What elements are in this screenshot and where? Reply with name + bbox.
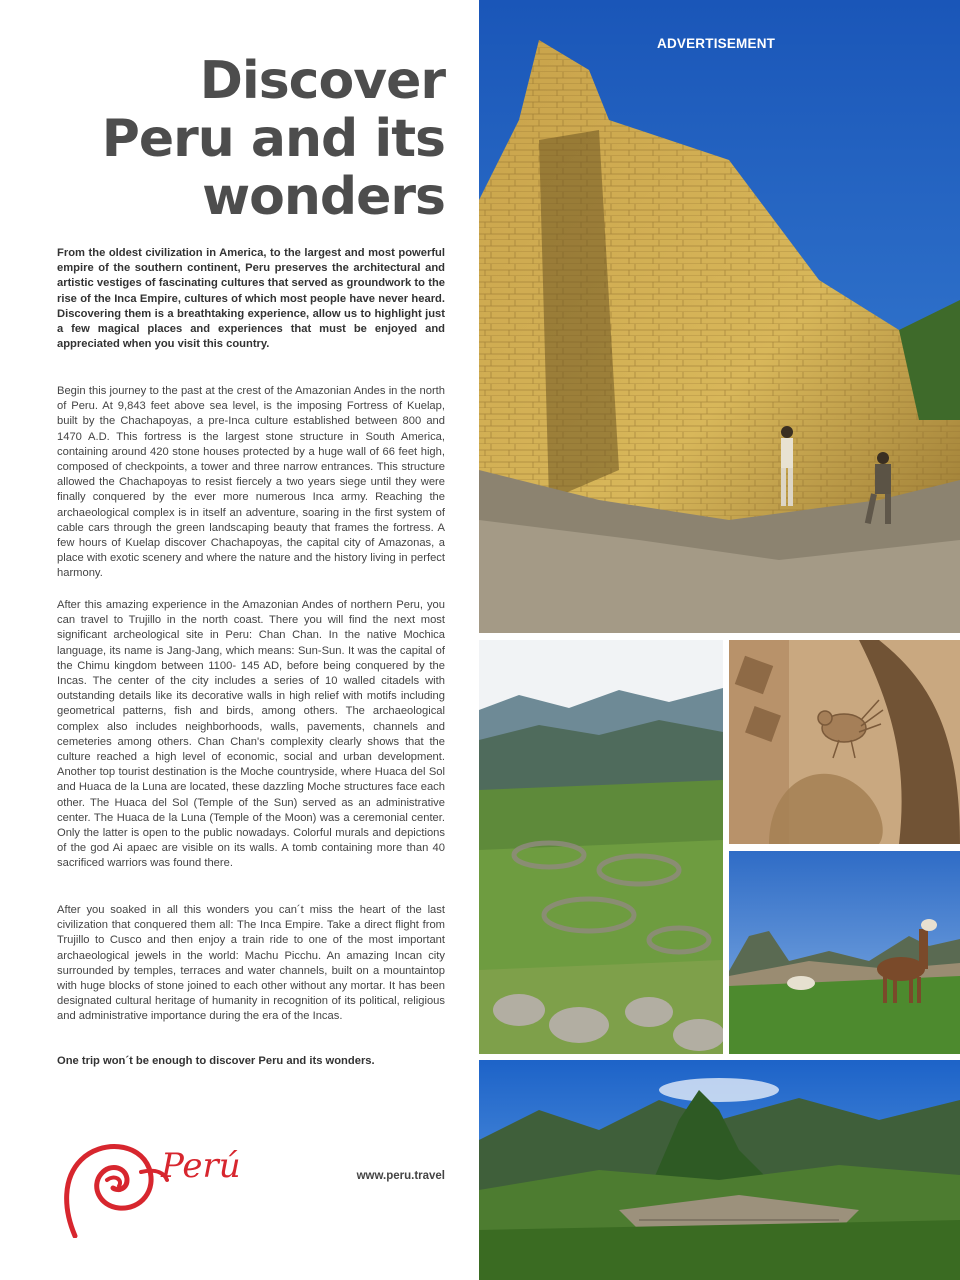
website-link[interactable]: www.peru.travel <box>356 1170 445 1182</box>
closing-line: One trip won´t be enough to discover Peru and its wonders. <box>57 1055 375 1067</box>
peru-logo[interactable] <box>61 1128 251 1238</box>
machu-picchu-panorama-photo <box>479 1060 960 1280</box>
headline-line-2: Peru and its <box>101 109 445 169</box>
body-paragraph-chan-chan: After this amazing experience in the Amazonian Andes of northern Peru, you can travel to Trujillo in the north coast. There you will find the next most significant archeological site in Peru: Chan Chan. In the native Mochica language, its name is Jang-Jang, which means: Sun-Sun. It was the capital of the Chimu kingdom between 1100- 145 AD, before being conquered by the Incas. The center of the city includes a series of 10 walled citadels with outstanding details like its decorative walls in high relief with motifs including geometrical patterns, fish and birds, among others. The archaeological complex also includes neighborhoods, walls, pavements, channels and cemeteries among others. Chan Chan's complexity clearly shows that the culture reached a high level of economic, social and urban development. Another top tourist destination is the Moche countryside, where Huaca del Sol and Huaca de la Luna are located, these dazzling Moche structures face each other. The Huaca del Sol (Temple of the Sun) served as an administrative center. The Huaca de la Luna (Temple of the Moon) was a ceremonial center. Only the latter is open to the public nowadays. Colorful murals and depictions of the god Ai apaec are visible on its walls. A tomb containing more than 40 sacrificed warriors was found there. <box>57 599 445 870</box>
headline-line-1: Discover <box>199 51 445 111</box>
headline-line-3: wonders <box>202 167 445 227</box>
headline <box>57 52 445 226</box>
body-paragraph-machu-picchu: After you soaked in all this wonders you can´t miss the heart of the last civilization that conquered them all: The Inca Empire. Take a direct flight from Trujillo to Cusco and then enjoy a train ride to one of the most important archaeological jewels in the world: Machu Picchu. An amazing Incan city surrounded by temples, terraces and water channels, built on a mountaintop with huge blocks of stone joined to each other without any mortar. It has been designated cultural heritage of humanity in recognition of its political, religious and administrative importance during the era of the Incas. <box>57 904 445 1023</box>
peru-logo-text: Perú <box>161 1146 241 1186</box>
llama-machu-picchu-photo <box>729 851 960 1054</box>
body-paragraph-kuelap: Begin this journey to the past at the crest of the Amazonian Andes in the north of Peru. At 9,843 feet above sea level, is the imposing Fortress of Kuelap, built by the Chachapoyas, a pre-Inca culture established between 800 and 1470 A.D. This fortress is the largest stone structure in South America, containing around 420 stone houses protected by a huge wall of 66 feet high, composed of checkpoints, a tower and three narrow entrances. This structure allowed the Chachapoyas to resist fiercely a two years siege until they were finally conquered by the ever more numerous Inca army. Reaching the archaeological complex is in itself an adventure, soaring in the first system of cable cars through the green landscaping beauty that frames the fortress. A few hours of Kuelap discover Chachapoyas, the capital city of Amazonas, a place with exotic scenery and where the nature and the history living in perfect harmony. <box>57 385 445 580</box>
chan-chan-relief-photo <box>729 640 960 844</box>
kuelap-fortress-photo <box>479 0 960 633</box>
article-column <box>57 0 445 1280</box>
kuelap-valley-photo <box>479 640 723 1054</box>
advertisement-label: ADVERTISEMENT <box>657 36 776 51</box>
intro-paragraph: From the oldest civilization in America, to the largest and most powerful empire of the southern continent, Peru preserves the architectural and artistic vestiges of fascinating cultures that served as groundwork to the rise of the Inca Empire, cultures of which most people have never heard. Discovering them is a breathtaking experience, allow us to highlight just a few magical places and experiences that must be enjoyed and appreciated when you visit this country. <box>57 247 445 351</box>
